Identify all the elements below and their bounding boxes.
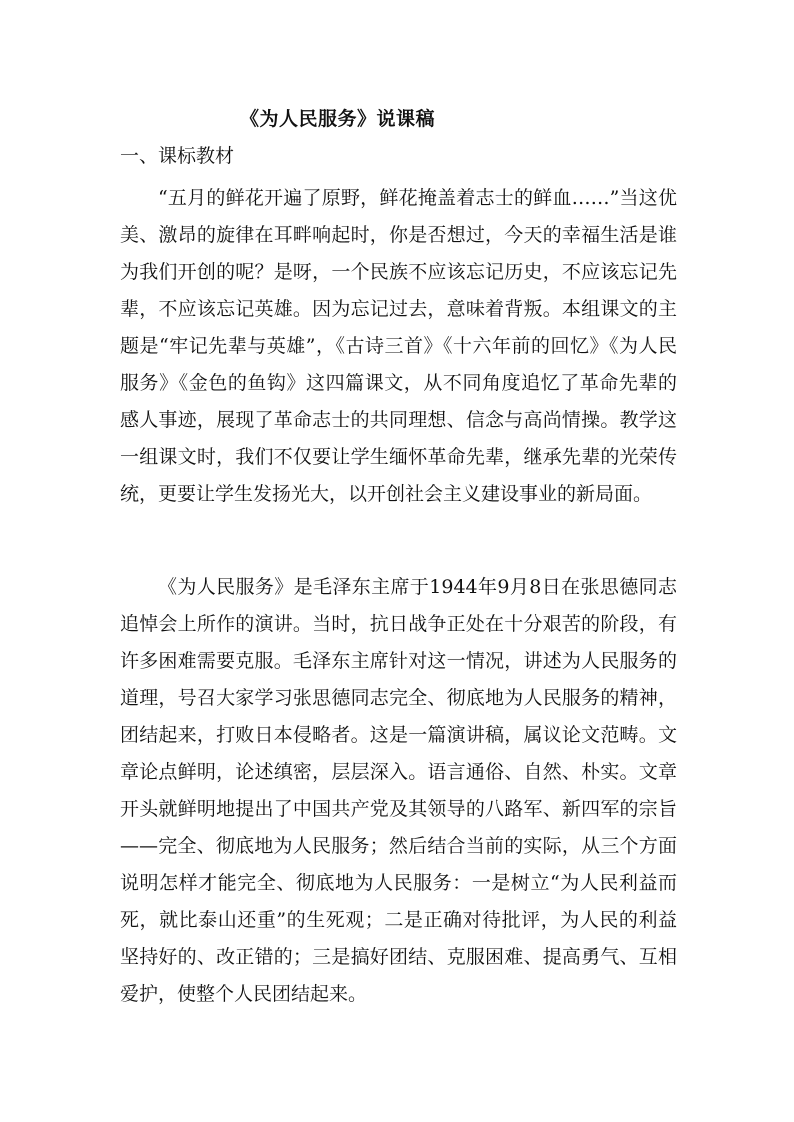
paragraph-2: 《为人民服务》是毛泽东主席于1944年9月8日在张思德同志追悼会上所作的演讲。当时，抗日战争正处在十分艰苦的阶段，有许多困难需要克服。毛泽东主席针对这一情况，讲述为人民服务的道理，号召大家学习张思德同志完全、彻底地为人民服务的精神，团结起来，打败日本侵略者。这是一篇演讲稿，属议论文范畴。文章论点鲜明，论述缜密，层层深入。语言通俗、自然、朴实。文章开头就鲜明地提出了中国共产党及其领导的八路军、新四军的宗旨——完全、彻底地为人民服务；然后结合当前的实际，从三个方面说明怎样才能完全、彻底地为人民服务：一是树立“为人民利益而死，就比泰山还重”的生死观；二是正确对待批评，为人民的利益坚持好的、改正错的；三是搞好团结、克服困难、提高勇气、互相爱护，使整个人民团结起来。 <box>120 576 677 1005</box>
section-heading: 一、课标教材 <box>120 145 235 167</box>
paragraph-1: “五月的鲜花开遍了原野，鲜花掩盖着志士的鲜血……”当这优美、激昂的旋律在耳畔响起时，你是否想过，今天的幸福生活是谁为我们开创的呢？是呀，一个民族不应该忘记历史，不应该忘记先辈，不应该忘记英雄。因为忘记过去，意味着背叛。本组课文的主题是“牢记先辈与英雄”，《古诗三首》《十六年前的回忆》《为人民服务》《金色的鱼钩》这四篇课文，从不同角度追忆了革命先辈的感人事迹，展现了革命志士的共同理想、信念与高尚情操。教学这一组课文时，我们不仅要让学生缅怀革命先辈，继承先辈的光荣传统，更要让学生发扬光大，以开创社会主义建设事业的新局面。 <box>120 187 677 505</box>
document-title: 《为人民服务》说课稿 <box>240 108 436 130</box>
